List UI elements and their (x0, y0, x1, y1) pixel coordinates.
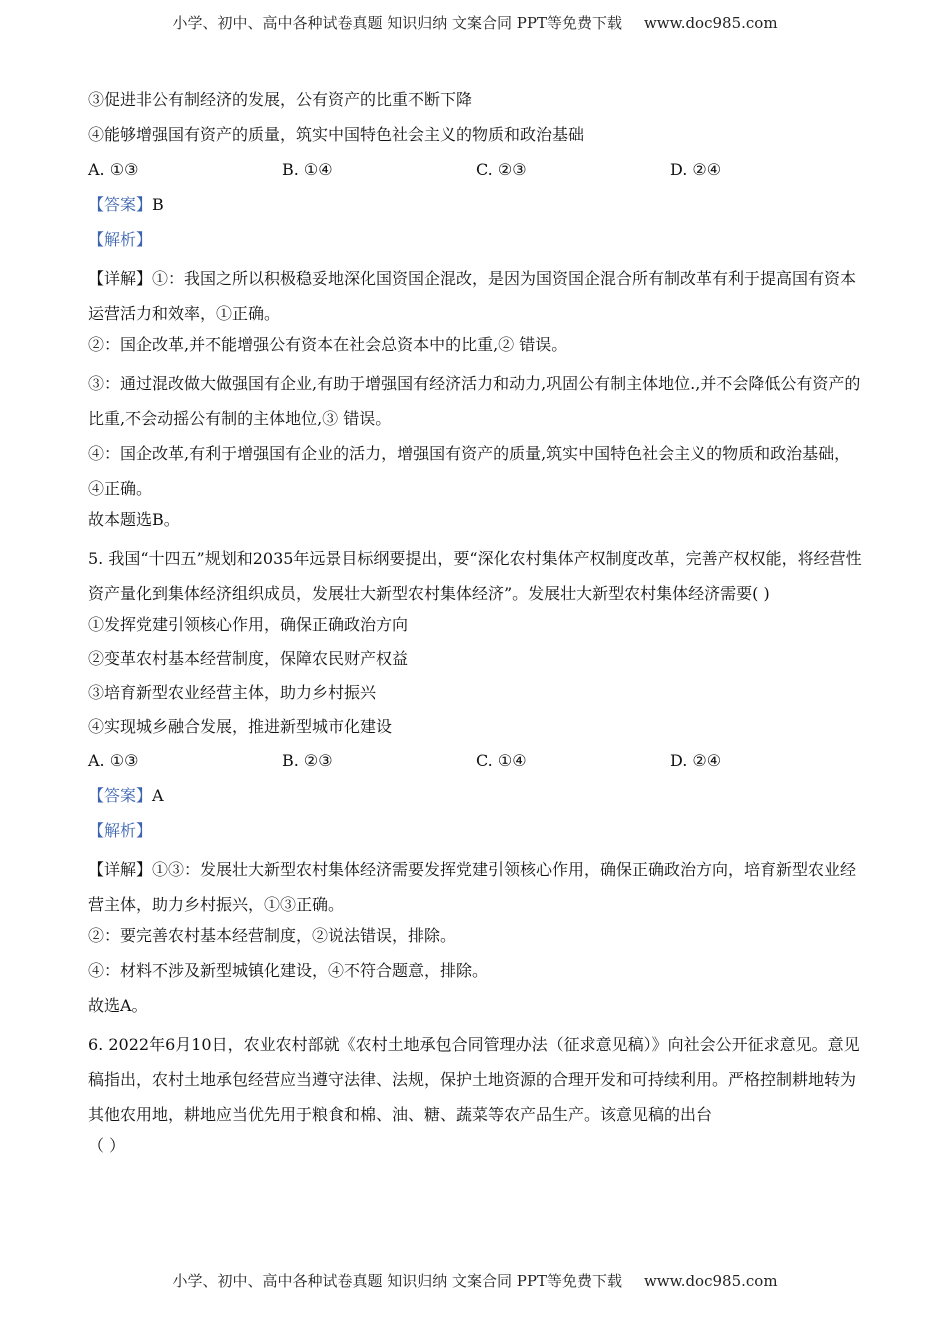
answer-tag: 【答案】 (88, 786, 153, 805)
analysis-tag: 【解析】 (88, 230, 153, 249)
q5-option-c: C. ①④ (476, 751, 527, 770)
q5-detail-1 (88, 852, 864, 922)
q5-item-4: ④实现城乡融合发展，推进新型城市化建设 (88, 717, 393, 736)
q5-answer (88, 782, 864, 817)
answer-value: A (152, 786, 164, 805)
q5-item-3: ③培育新型农业经营主体，助力乡村振兴 (88, 683, 377, 702)
detail-text: ①：我国之所以积极稳妥地深化国资国企混改，是因为国资国企混合所有制改革有利于提高国有资本运营活力和效率，①正确。 (88, 269, 857, 323)
q4-option-b: B. ①④ (282, 160, 333, 179)
q4-item-3: ③促进非公有制经济的发展，公有资产的比重不断下降 (88, 90, 473, 109)
header-text: 小学、初中、高中各种试卷真题 知识归纳 文案合同 PPT等免费下载 (172, 14, 622, 32)
q5-options (88, 747, 864, 782)
header-url[interactable]: www.doc985.com (643, 14, 778, 32)
q4-options (88, 156, 864, 191)
detail-tag: 【详解】 (88, 269, 153, 288)
q5-conclusion: 故选A。 (88, 996, 148, 1015)
answer-value: B (152, 195, 164, 214)
analysis-tag: 【解析】 (88, 821, 153, 840)
q5-option-a: A. ①③ (88, 751, 139, 770)
q4-detail-1 (88, 261, 864, 331)
footer-text: 小学、初中、高中各种试卷真题 知识归纳 文案合同 PPT等免费下载 (172, 1272, 622, 1290)
q5-stem: 5. 我国“十四五”规划和2035年远景目标纲要提出，要“深化农村集体产权制度改革，完善产权权能，将经营性资产量化到集体经济组织成员，发展壮大新型农村集体经济”。发展壮大新型农村集体经济需要( ) (88, 549, 862, 603)
q6-blank: （ ） (88, 1136, 126, 1155)
page-header (0, 12, 950, 33)
q4-option-d: D. ②④ (670, 160, 722, 179)
q4-conclusion: 故本题选B。 (88, 510, 180, 529)
q4-detail-4: ④：国企改革,有利于增强国有企业的活力，增强国有资产的质量,筑实中国特色社会主义的物质和政治基础，④正确。 (88, 444, 851, 498)
footer-url[interactable]: www.doc985.com (643, 1272, 778, 1290)
q4-item-4: ④能够增强国有资产的质量，筑实中国特色社会主义的物质和政治基础 (88, 125, 585, 144)
q4-detail-2: ②：国企改革,并不能增强公有资本在社会总资本中的比重,② 错误。 (88, 335, 568, 354)
q6-stem: 6. 2022年6月10日，农业农村部就《农村土地承包合同管理办法（征求意见稿）》向社会公开征求意见。意见稿指出，农村土地承包经营应当遵守法律、法规，保护土地资源的合理开发和可持续利用。严格控制耕地转为其他农用地，耕地应当优先用于粮食和棉、油、糖、蔬菜等农产品生产。该意见稿的出台 (88, 1035, 860, 1124)
q5-option-d: D. ②④ (670, 751, 722, 770)
q5-item-1: ①发挥党建引领核心作用，确保正确政治方向 (88, 615, 409, 634)
q4-option-a: A. ①③ (88, 160, 139, 179)
q4-detail-3: ③：通过混改做大做强国有企业,有助于增强国有经济活力和动力,巩固公有制主体地位.,并不会降低公有资产的比重,不会动摇公有制的主体地位,③ 错误。 (88, 374, 861, 428)
answer-tag: 【答案】 (88, 195, 153, 214)
q5-option-b: B. ②③ (282, 751, 333, 770)
q4-answer (88, 191, 864, 226)
q5-detail-3: ④：材料不涉及新型城镇化建设，④不符合题意，排除。 (88, 961, 489, 980)
q5-detail-2: ②：要完善农村基本经营制度，②说法错误，排除。 (88, 926, 457, 945)
q5-item-2: ②变革农村基本经营制度，保障农民财产权益 (88, 649, 409, 668)
q5-analysis (88, 817, 864, 852)
detail-tag: 【详解】 (88, 860, 153, 879)
detail-text: ①③：发展壮大新型农村集体经济需要发挥党建引领核心作用，确保正确政治方向，培育新型农业经营主体，助力乡村振兴，①③正确。 (88, 860, 857, 914)
q4-option-c: C. ②③ (476, 160, 527, 179)
document-body (88, 86, 864, 1167)
q4-analysis (88, 226, 864, 261)
page-footer (0, 1270, 950, 1291)
